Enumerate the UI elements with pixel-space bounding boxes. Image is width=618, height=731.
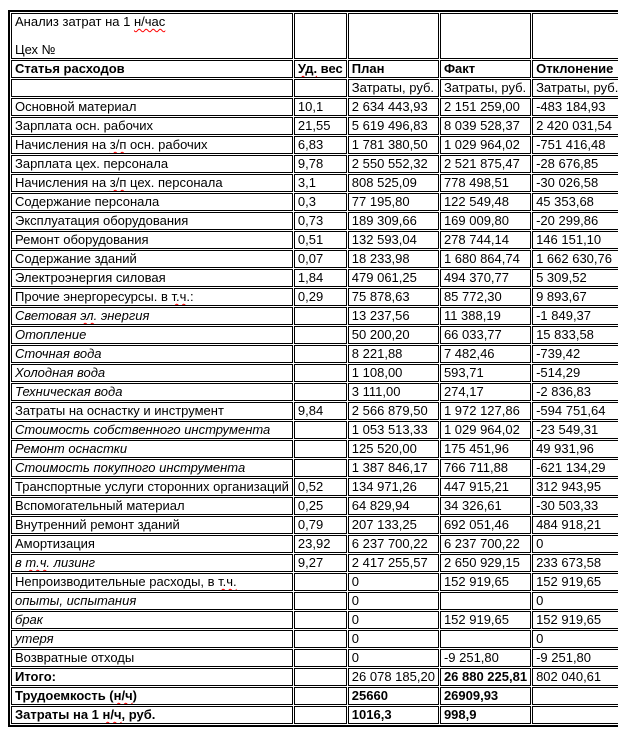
fact-cost-cell: 152 919,65 [440, 573, 531, 591]
weight-cell: 3,1 [294, 174, 347, 192]
table-row [11, 573, 618, 591]
table-row [11, 193, 618, 211]
plan-cost-cell: 0 [348, 649, 439, 667]
expense-name-cell: Основной материал [11, 98, 293, 116]
table-row [11, 516, 618, 534]
plan-cost-cell: 64 829,94 [348, 497, 439, 515]
fact-cost-cell: 1 680 864,74 [440, 250, 531, 268]
weight-cell [294, 307, 347, 325]
deviation-cell: -621 134,29 [532, 459, 618, 477]
table-row [11, 212, 618, 230]
deviation-cell: 0 [532, 630, 618, 648]
table-row [11, 364, 618, 382]
deviation-cell [532, 687, 618, 705]
weight-cell: 0,51 [294, 231, 347, 249]
table-body [11, 98, 618, 724]
empty-cell [440, 13, 531, 59]
expense-name-cell: утеря [11, 630, 293, 648]
spellcheck-underline: Уд. [297, 61, 318, 76]
fact-cost-cell: 8 039 528,37 [440, 117, 531, 135]
deviation-cell: -751 416,48 [532, 136, 618, 154]
plan-cost-cell: 1 387 846,17 [348, 459, 439, 477]
deviation-cell [532, 706, 618, 724]
expense-name-cell: опыты, испытания [11, 592, 293, 610]
table-row [11, 155, 618, 173]
weight-cell: 10,1 [294, 98, 347, 116]
title-row [11, 13, 618, 59]
deviation-cell: 0 [532, 592, 618, 610]
deviation-cell: -9 251,80 [532, 649, 618, 667]
expense-name-cell: Начисления на з/п цех. персонала [11, 174, 293, 192]
col-header-weight: Уд. вес [294, 60, 347, 78]
deviation-cell: -483 184,93 [532, 98, 618, 116]
plan-cost-cell: 2 417 255,57 [348, 554, 439, 572]
expense-name-cell: Затраты на 1 н/ч, руб. [11, 706, 293, 724]
fact-cost-cell: 26909,93 [440, 687, 531, 705]
expense-name-cell: Ремонт оборудования [11, 231, 293, 249]
weight-cell [294, 326, 347, 344]
fact-cost-cell: 494 370,77 [440, 269, 531, 287]
deviation-cell: 5 309,52 [532, 269, 618, 287]
fact-cost-cell: 66 033,77 [440, 326, 531, 344]
table-row [11, 630, 618, 648]
expense-name-cell: Затраты на оснастку и инструмент [11, 402, 293, 420]
fact-cost-cell: 6 237 700,22 [440, 535, 531, 553]
deviation-cell: -20 299,86 [532, 212, 618, 230]
weight-cell: 0,29 [294, 288, 347, 306]
weight-cell [294, 611, 347, 629]
fact-cost-cell: 26 880 225,81 [440, 668, 531, 686]
plan-cost-cell: 1 053 513,33 [348, 421, 439, 439]
plan-cost-cell: 3 111,00 [348, 383, 439, 401]
deviation-cell: -23 549,31 [532, 421, 618, 439]
empty-cell [11, 79, 293, 97]
expense-name-cell: Зарплата осн. рабочих [11, 117, 293, 135]
fact-cost-cell: 85 772,30 [440, 288, 531, 306]
weight-cell: 0,25 [294, 497, 347, 515]
expense-name-cell: Амортизация [11, 535, 293, 553]
weight-cell [294, 706, 347, 724]
weight-cell [294, 383, 347, 401]
fact-cost-cell: 593,71 [440, 364, 531, 382]
expense-name-cell: Техническая вода [11, 383, 293, 401]
plan-cost-cell: 5 619 496,83 [348, 117, 439, 135]
table-row [11, 497, 618, 515]
weight-cell [294, 668, 347, 686]
plan-cost-cell: 132 593,04 [348, 231, 439, 249]
table-row [11, 649, 618, 667]
fact-cost-cell: 778 498,51 [440, 174, 531, 192]
plan-cost-cell: 26 078 185,20 [348, 668, 439, 686]
table-row [11, 478, 618, 496]
table-row [11, 288, 618, 306]
fact-cost-cell: 1 029 964,02 [440, 421, 531, 439]
deviation-cell: -30 026,58 [532, 174, 618, 192]
fact-cost-cell: 11 388,19 [440, 307, 531, 325]
deviation-cell: 15 833,58 [532, 326, 618, 344]
fact-cost-cell: 692 051,46 [440, 516, 531, 534]
page-title: Анализ затрат на 1 н/час [15, 14, 166, 29]
deviation-cell: -30 503,33 [532, 497, 618, 515]
plan-cost-cell: 1 781 380,50 [348, 136, 439, 154]
fact-cost-cell: 34 326,61 [440, 497, 531, 515]
plan-cost-cell: 2 566 879,50 [348, 402, 439, 420]
expense-name-cell: Прочие энергоресурсы. в т.ч.: [11, 288, 293, 306]
table-row [11, 269, 618, 287]
spellcheck-underline: з/п [109, 175, 127, 190]
expense-name-cell: Возвратные отходы [11, 649, 293, 667]
table-row [11, 231, 618, 249]
expense-name-cell: Внутренний ремонт зданий [11, 516, 293, 534]
weight-cell: 0,79 [294, 516, 347, 534]
fact-cost-cell: 998,9 [440, 706, 531, 724]
table-row [11, 117, 618, 135]
table-row [11, 554, 618, 572]
expense-name-cell: Стоимость собственного инструмента [11, 421, 293, 439]
weight-cell [294, 630, 347, 648]
subheader-row [11, 79, 618, 97]
fact-cost-cell: -9 251,80 [440, 649, 531, 667]
plan-cost-cell: 0 [348, 630, 439, 648]
weight-cell [294, 345, 347, 363]
spellcheck-underline: эл. [80, 308, 98, 323]
deviation-cell: 146 151,10 [532, 231, 618, 249]
weight-cell: 0,3 [294, 193, 347, 211]
expense-name-cell: Холодная вода [11, 364, 293, 382]
deviation-cell: 2 420 031,54 [532, 117, 618, 135]
plan-cost-cell: 8 221,88 [348, 345, 439, 363]
expense-name-cell: Стоимость покупного инструмента [11, 459, 293, 477]
col-header-expense: Статья расходов [11, 60, 293, 78]
weight-cell: 23,92 [294, 535, 347, 553]
plan-costs-subheader: Затраты, руб. [348, 79, 439, 97]
table-row [11, 687, 618, 705]
table-row [11, 421, 618, 439]
expense-name-cell: Содержание персонала [11, 193, 293, 211]
table-row [11, 136, 618, 154]
cost-analysis-table [8, 10, 618, 727]
deviation-cell: 1 662 630,76 [532, 250, 618, 268]
fact-cost-cell: 2 650 929,15 [440, 554, 531, 572]
table-row [11, 383, 618, 401]
table-row [11, 440, 618, 458]
weight-cell: 0,07 [294, 250, 347, 268]
expense-name-cell: Сточная вода [11, 345, 293, 363]
deviation-cell: 45 353,68 [532, 193, 618, 211]
fact-cost-cell [440, 630, 531, 648]
weight-cell [294, 592, 347, 610]
fact-cost-cell: 766 711,88 [440, 459, 531, 477]
expense-name-cell: Начисления на з/п осн. рабочих [11, 136, 293, 154]
col-header-fact: Факт [440, 60, 531, 78]
plan-cost-cell: 134 971,26 [348, 478, 439, 496]
empty-cell [532, 13, 618, 59]
expense-name-cell: Содержание зданий [11, 250, 293, 268]
spellcheck-underline: т.ч. [218, 574, 237, 589]
expense-name-cell: Отопление [11, 326, 293, 344]
table-row [11, 459, 618, 477]
expense-name-cell: Электроэнергия силовая [11, 269, 293, 287]
weight-cell: 6,83 [294, 136, 347, 154]
fact-cost-cell: 7 482,46 [440, 345, 531, 363]
deviation-cell: 152 919,65 [532, 573, 618, 591]
fact-cost-cell: 169 009,80 [440, 212, 531, 230]
plan-cost-cell: 50 200,20 [348, 326, 439, 344]
fact-cost-cell: 1 972 127,86 [440, 402, 531, 420]
plan-cost-cell: 2 550 552,32 [348, 155, 439, 173]
deviation-cell: -2 836,83 [532, 383, 618, 401]
spellcheck-underline: з/п [109, 137, 127, 152]
empty-cell [348, 13, 439, 59]
weight-cell [294, 421, 347, 439]
weight-cell: 9,27 [294, 554, 347, 572]
deviation-cell: 484 918,21 [532, 516, 618, 534]
deviation-cell: 233 673,58 [532, 554, 618, 572]
table-row [11, 706, 618, 724]
deviation-cell: -739,42 [532, 345, 618, 363]
weight-cell: 21,55 [294, 117, 347, 135]
empty-cell [294, 13, 347, 59]
spellcheck-underline: н/час [133, 14, 166, 29]
plan-cost-cell: 479 061,25 [348, 269, 439, 287]
col-header-deviation: Отклонение [532, 60, 618, 78]
fact-cost-cell: 122 549,48 [440, 193, 531, 211]
plan-cost-cell: 25660 [348, 687, 439, 705]
plan-cost-cell: 0 [348, 592, 439, 610]
weight-cell: 0,52 [294, 478, 347, 496]
expense-name-cell: Зарплата цех. персонала [11, 155, 293, 173]
table-row [11, 592, 618, 610]
expense-name-cell: Трудоемкость (н/ч) [11, 687, 293, 705]
deviation-cell: -1 849,37 [532, 307, 618, 325]
column-header-row [11, 60, 618, 78]
deviation-cell: 9 893,67 [532, 288, 618, 306]
deviation-costs-subheader: Затраты, руб. [532, 79, 618, 97]
plan-cost-cell: 75 878,63 [348, 288, 439, 306]
deviation-cell: 802 040,61 [532, 668, 618, 686]
plan-cost-cell: 125 520,00 [348, 440, 439, 458]
weight-cell [294, 364, 347, 382]
deviation-cell: 152 919,65 [532, 611, 618, 629]
plan-cost-cell: 0 [348, 611, 439, 629]
plan-cost-cell: 6 237 700,22 [348, 535, 439, 553]
expense-name-cell: Эксплуатация оборудования [11, 212, 293, 230]
deviation-cell: -514,29 [532, 364, 618, 382]
weight-cell: 0,73 [294, 212, 347, 230]
weight-cell: 9,84 [294, 402, 347, 420]
expense-name-cell: в т.ч. лизинг [11, 554, 293, 572]
expense-name-cell: Непроизводительные расходы, в т.ч. [11, 573, 293, 591]
plan-cost-cell: 808 525,09 [348, 174, 439, 192]
fact-cost-cell: 2 151 259,00 [440, 98, 531, 116]
deviation-cell: 312 943,95 [532, 478, 618, 496]
fact-costs-subheader: Затраты, руб. [440, 79, 531, 97]
document-title-cell [11, 13, 293, 59]
fact-cost-cell: 1 029 964,02 [440, 136, 531, 154]
table-row [11, 326, 618, 344]
table-head-section [11, 13, 618, 97]
plan-cost-cell: 189 309,66 [348, 212, 439, 230]
plan-cost-cell: 1016,3 [348, 706, 439, 724]
spellcheck-underline: т.ч [171, 289, 187, 304]
plan-cost-cell: 0 [348, 573, 439, 591]
fact-cost-cell: 175 451,96 [440, 440, 531, 458]
spellcheck-underline: т.ч. [25, 555, 51, 570]
plan-cost-cell: 2 634 443,93 [348, 98, 439, 116]
weight-cell: 9,78 [294, 155, 347, 173]
table-row [11, 174, 618, 192]
expense-name-cell: Вспомогательный материал [11, 497, 293, 515]
table-row [11, 668, 618, 686]
table-row [11, 98, 618, 116]
fact-cost-cell: 152 919,65 [440, 611, 531, 629]
weight-cell [294, 459, 347, 477]
empty-cell [294, 79, 347, 97]
fact-cost-cell [440, 592, 531, 610]
weight-cell [294, 649, 347, 667]
deviation-cell: 0 [532, 535, 618, 553]
workshop-number-label: Цех № [15, 42, 56, 57]
spellcheck-underline: н/ч [113, 688, 133, 703]
expense-name-cell: Ремонт оснастки [11, 440, 293, 458]
table-row [11, 345, 618, 363]
expense-name-cell: Световая эл. энергия [11, 307, 293, 325]
table-row [11, 611, 618, 629]
expense-name-cell: Итого: [11, 668, 293, 686]
plan-cost-cell: 207 133,25 [348, 516, 439, 534]
fact-cost-cell: 278 744,14 [440, 231, 531, 249]
fact-cost-cell: 274,17 [440, 383, 531, 401]
deviation-cell: -594 751,64 [532, 402, 618, 420]
table-row [11, 307, 618, 325]
weight-cell: 1,84 [294, 269, 347, 287]
table-row [11, 402, 618, 420]
spellcheck-underline: н/ч [102, 707, 122, 722]
plan-cost-cell: 77 195,80 [348, 193, 439, 211]
table-row [11, 535, 618, 553]
fact-cost-cell: 447 915,21 [440, 478, 531, 496]
expense-name-cell: брак [11, 611, 293, 629]
deviation-cell: 49 931,96 [532, 440, 618, 458]
plan-cost-cell: 18 233,98 [348, 250, 439, 268]
expense-name-cell: Транспортные услуги сторонних организаций [11, 478, 293, 496]
table-row [11, 250, 618, 268]
weight-cell [294, 573, 347, 591]
weight-cell [294, 440, 347, 458]
weight-cell [294, 687, 347, 705]
deviation-cell: -28 676,85 [532, 155, 618, 173]
col-header-plan: План [348, 60, 439, 78]
fact-cost-cell: 2 521 875,47 [440, 155, 531, 173]
plan-cost-cell: 13 237,56 [348, 307, 439, 325]
plan-cost-cell: 1 108,00 [348, 364, 439, 382]
